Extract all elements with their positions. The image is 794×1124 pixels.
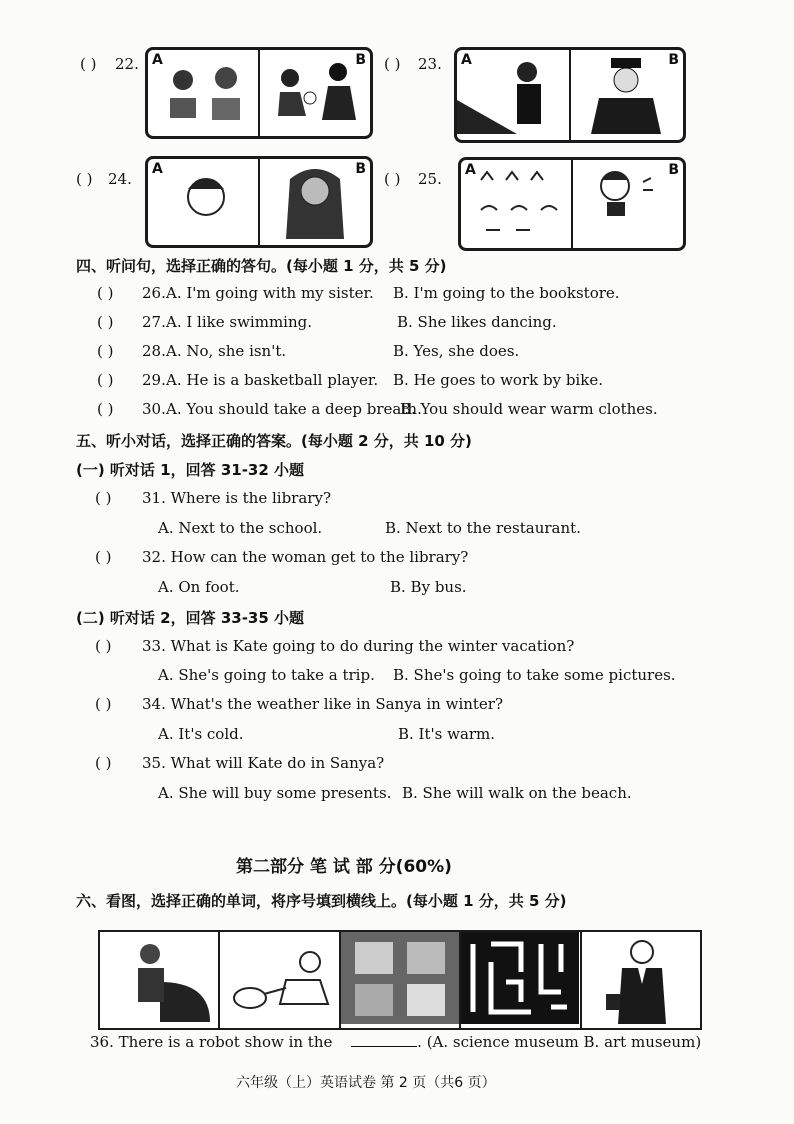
option-b-label: B <box>355 161 366 177</box>
answer-paren[interactable]: ( ) <box>95 695 112 713</box>
girl-reading-illustration <box>100 932 218 1024</box>
item-number: 27. <box>142 313 166 331</box>
picture-a-driver <box>457 50 571 140</box>
item-number: 29. <box>142 371 166 389</box>
picture-strip <box>98 930 702 1030</box>
dialogue-2-heading: (二) 听对话 2，回答 33-35 小题 <box>76 609 305 627</box>
option-a: A. I like swimming. <box>166 313 313 331</box>
dialogue-1-heading: (一) 听对话 1，回答 31-32 小题 <box>76 461 305 479</box>
answer-paren[interactable]: ( ) <box>97 313 114 331</box>
paintings-illustration <box>341 932 459 1024</box>
option-b-label: B <box>668 52 679 68</box>
answer-paren[interactable]: ( ) <box>95 754 112 772</box>
option-a-label: A <box>152 52 163 68</box>
option-a: A. She's going to take a trip. <box>158 666 375 684</box>
answer-paren[interactable]: ( ) <box>97 284 114 302</box>
picture-b-boy-talking <box>573 160 683 248</box>
answer-paren[interactable]: ( ) <box>97 342 114 360</box>
option-a-label: A <box>461 52 472 68</box>
question-number: 25. <box>418 170 442 188</box>
answer-paren[interactable]: ( ) <box>95 548 112 566</box>
picture-card <box>454 47 686 143</box>
question-number: 22. <box>115 55 139 73</box>
question-number: 23. <box>418 55 442 73</box>
option-b: B. Yes, she does. <box>393 342 520 360</box>
picture-card <box>458 157 686 251</box>
option-a-label: A <box>465 162 476 178</box>
section-4-heading: 四、听问句，选择正确的答句。(每小题 1 分，共 5 分) <box>76 257 447 275</box>
dog-sled-illustration <box>220 932 338 1024</box>
option-a: A. I'm going with my sister. <box>166 284 374 302</box>
playing-kids-illustration <box>260 50 370 130</box>
answer-blank[interactable] <box>351 1032 417 1047</box>
question-number: 24. <box>108 170 132 188</box>
part-2-title: 第二部分 笔 试 部 分(60%) <box>236 857 452 877</box>
boy-talking-illustration <box>573 160 683 242</box>
question-text: 31. Where is the library? <box>142 489 331 507</box>
option-b: B. He goes to work by bike. <box>393 371 603 389</box>
picture-5-businessman <box>582 932 700 1028</box>
answer-paren[interactable]: ( ) <box>80 55 97 73</box>
option-a: A. She will buy some presents. <box>158 784 392 802</box>
answer-paren[interactable]: ( ) <box>97 400 114 418</box>
picture-b-playing-kids <box>260 50 370 136</box>
question-36 <box>90 1032 701 1051</box>
picture-1-girl-reading <box>100 932 220 1028</box>
long-hair-girl-illustration <box>260 159 370 239</box>
question-text: 32. How can the woman get to the library? <box>142 548 469 566</box>
picture-2-dog-sled <box>220 932 340 1028</box>
option-b: B. She will walk on the beach. <box>402 784 632 802</box>
item-number: 30. <box>142 400 166 418</box>
picture-3-paintings <box>341 932 461 1028</box>
question-text: 34. What's the weather like in Sanya in winter? <box>142 695 504 713</box>
option-a: A. It's cold. <box>158 725 244 743</box>
picture-card <box>145 47 373 139</box>
picture-a-reading-kids <box>148 50 260 136</box>
option-b-label: B <box>355 52 366 68</box>
answer-paren[interactable]: ( ) <box>384 55 401 73</box>
picture-b-police-officer <box>571 50 683 140</box>
question-36-options: . (A. science museum B. art museum) <box>417 1033 702 1051</box>
option-b: B. She likes dancing. <box>397 313 557 331</box>
option-a: A. Next to the school. <box>158 519 323 537</box>
picture-b-long-hair-girl <box>260 159 370 245</box>
answer-paren[interactable]: ( ) <box>95 637 112 655</box>
option-b: B. She's going to take some pictures. <box>393 666 676 684</box>
option-a: A. He is a basketball player. <box>166 371 379 389</box>
answer-paren[interactable]: ( ) <box>95 489 112 507</box>
option-b-label: B <box>668 162 679 178</box>
driver-illustration <box>457 50 569 134</box>
section-5-heading: 五、听小对话，选择正确的答案。(每小题 2 分，共 10 分) <box>76 432 472 450</box>
option-b: B. Next to the restaurant. <box>385 519 581 537</box>
item-number: 28. <box>142 342 166 360</box>
item-number: 26. <box>142 284 166 302</box>
page-footer: 六年级（上）英语试卷 第 2 页（共6 页） <box>236 1075 496 1091</box>
option-a: A. You should take a deep breath. <box>166 400 422 418</box>
option-a-label: A <box>152 161 163 177</box>
businessman-illustration <box>582 932 700 1024</box>
question-text: 33. What is Kate going to do during the winter vacation? <box>142 637 575 655</box>
answer-paren[interactable]: ( ) <box>76 170 93 188</box>
reading-kids-illustration <box>148 50 258 130</box>
answer-paren[interactable]: ( ) <box>97 371 114 389</box>
section-6-heading: 六、看图，选择正确的单词，将序号填到横线上。(每小题 1 分，共 5 分) <box>76 892 567 910</box>
option-b: B. I'm going to the bookstore. <box>393 284 620 302</box>
hand-signs-illustration <box>461 160 571 242</box>
option-b: B. By bus. <box>390 578 467 596</box>
picture-a-sign-language <box>461 160 573 248</box>
maze-illustration <box>461 932 579 1024</box>
answer-paren[interactable]: ( ) <box>384 170 401 188</box>
question-36-start: 36. There is a robot show in the <box>90 1033 333 1051</box>
option-b: B. You should wear warm clothes. <box>400 400 658 418</box>
police-officer-illustration <box>571 50 683 134</box>
option-a: A. On foot. <box>158 578 240 596</box>
picture-a-short-hair-girl <box>148 159 260 245</box>
option-b: B. It's warm. <box>398 725 496 743</box>
picture-4-maze <box>461 932 581 1028</box>
picture-card <box>145 156 373 248</box>
question-text: 35. What will Kate do in Sanya? <box>142 754 385 772</box>
option-a: A. No, she isn't. <box>166 342 287 360</box>
short-hair-girl-illustration <box>148 159 258 239</box>
